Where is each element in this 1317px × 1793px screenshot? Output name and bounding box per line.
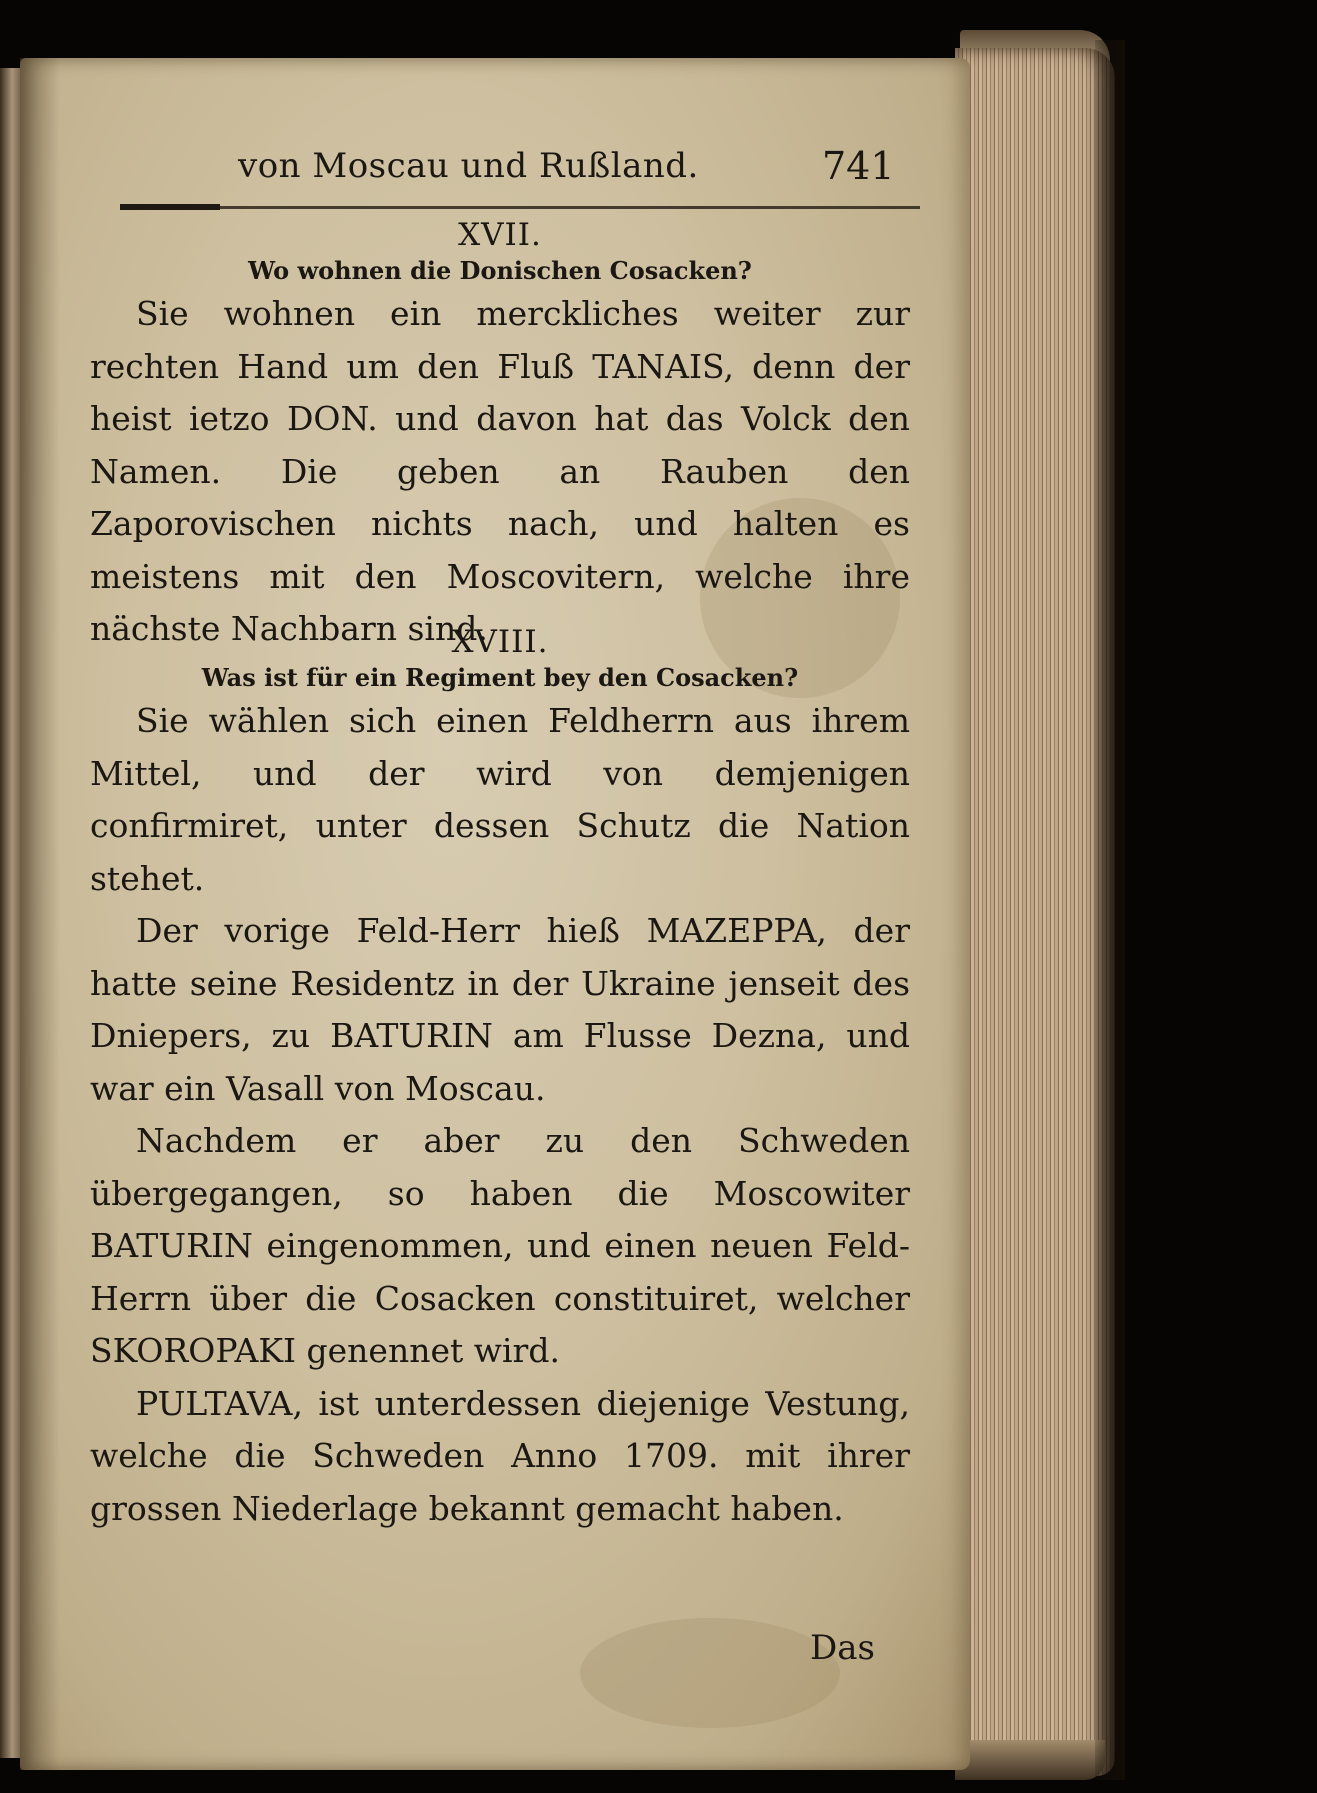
section-question: Was ist für ein Regiment bey den Cosacken? — [201, 663, 799, 692]
header-rule — [120, 206, 920, 209]
page-number: 741 — [822, 144, 895, 188]
cover-edge-shadow — [1095, 40, 1125, 1780]
facing-page-edge — [0, 68, 22, 1758]
answer-paragraph: Der vorige Feld-Herr hieß MAZEPPA, der hatte seine Residentz in der Ukraine jenseit des Dniepers, zu BATURIN am Flusse Dezna, und war ein Vasall von Moscau. — [90, 911, 910, 1108]
answer-paragraph: Sie wählen sich einen Feldherrn aus ihrem Mittel, und der wird von demjenigen confirmiret, unter dessen Schutz die Nation stehet. — [90, 701, 910, 898]
answer-paragraph: PULTAVA, ist unterdessen diejenige Vestung, welche die Schweden Anno 1709. mit ihrer grossen Niederlage bekannt gemacht haben. — [90, 1383, 910, 1528]
gutter-shadow — [20, 58, 60, 1770]
text-block — [90, 128, 910, 1668]
answer-paragraph: Sie wohnen ein merckliches weiter zur rechten Hand um den Fluß TANAIS, denn der heist ietzo DON. und davon hat das Volck den Namen. Die geben an Rauben den Zaporovischen nichts nach, und halten es meistens mit den Moscovitern, welche ihre nächste Nachbarn sind. — [90, 294, 910, 648]
page-fore-edge-stack — [955, 48, 1115, 1776]
section-question: Wo wohnen die Donischen Cosacken? — [248, 256, 752, 285]
paper-stain — [580, 1618, 840, 1728]
page-header — [90, 128, 900, 190]
running-head: von Moscau und Rußland. — [238, 146, 699, 186]
section-numeral: XVIII. — [451, 624, 549, 660]
section-xviii — [90, 623, 910, 1535]
book-page — [20, 58, 970, 1770]
answer-paragraph: Nachdem er aber zu den Schweden übergegangen, so haben die Moscowiter BATURIN eingenommen, und einen neuen Feld-Herrn über die Cosacken constituiret, welcher SKOROPAKI genennet wird. — [90, 1121, 910, 1370]
section-xvii — [90, 216, 910, 656]
catchword: Das — [810, 1628, 875, 1668]
section-numeral: XVII. — [458, 217, 542, 253]
header-rule-thick — [120, 204, 220, 210]
page-stack-bottom — [955, 1740, 1105, 1780]
